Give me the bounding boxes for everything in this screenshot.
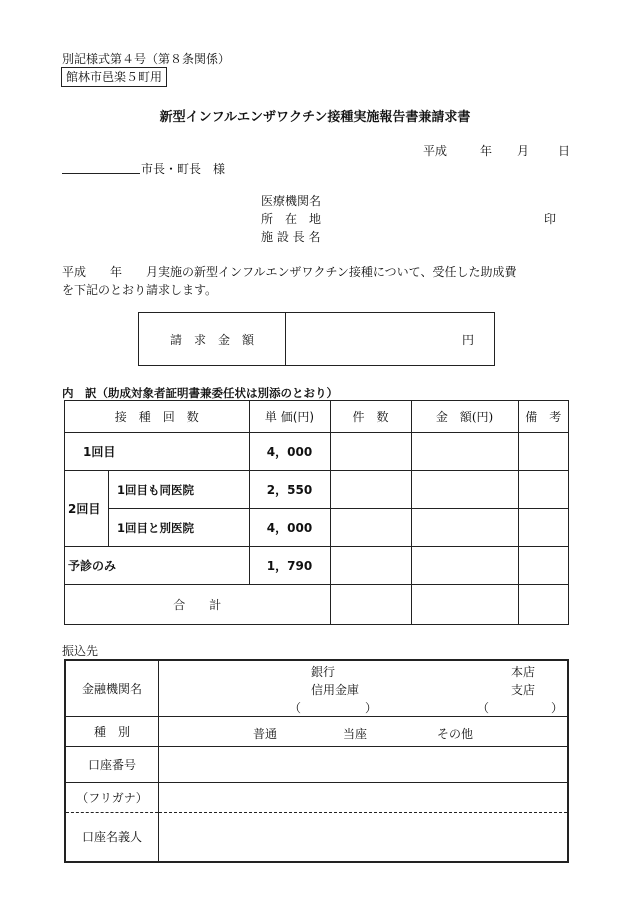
table-total-row	[65, 585, 569, 625]
date-era: 平成	[423, 144, 448, 158]
count-cell[interactable]	[330, 433, 411, 471]
header-unit-price: 単 価(円)	[249, 401, 330, 433]
transfer-title: 振込先	[62, 644, 99, 658]
table-row	[65, 471, 569, 509]
date-month: 月	[517, 144, 530, 158]
row-first-dose-price: 4，000	[249, 433, 330, 471]
remarks-cell[interactable]	[518, 433, 569, 471]
total-remarks-cell[interactable]	[518, 585, 569, 625]
claim-amount-field[interactable]	[286, 313, 495, 366]
remarks-cell[interactable]	[518, 471, 569, 509]
transfer-table	[64, 659, 569, 863]
claim-label: 請 求 金 額	[139, 313, 286, 366]
account-number-row	[65, 746, 568, 782]
furigana-field[interactable]	[159, 782, 569, 812]
header-dose-count: 接 種 回 数	[65, 401, 250, 433]
yen-unit: 円	[461, 332, 474, 347]
table-row	[65, 509, 569, 547]
row-consult-only-label: 予診のみ	[65, 547, 250, 585]
count-cell[interactable]	[330, 471, 411, 509]
breakdown-title: 内 訳（助成対象者証明書兼委任状は別添のとおり）	[62, 386, 338, 400]
total-label: 合 計	[65, 585, 331, 625]
table-header-row	[65, 401, 569, 433]
furigana-label: （フリガナ）	[65, 782, 159, 812]
branch-paren-open: （	[477, 701, 490, 715]
account-number-label: 口座番号	[65, 746, 159, 782]
breakdown-table	[64, 400, 569, 625]
header-count: 件 数	[330, 401, 411, 433]
row-second-other-clinic-price: 4，000	[249, 509, 330, 547]
institution-address-label: 所 在 地	[261, 212, 322, 226]
kind-options	[159, 716, 569, 746]
bank-paren-open: （	[289, 701, 302, 715]
page-title: 新型インフルエンザワクチン接種実施報告書兼請求書	[159, 110, 471, 125]
total-amount-cell[interactable]	[411, 585, 518, 625]
bank-label: 金融機関名	[65, 660, 159, 716]
table-row	[65, 433, 569, 471]
row-second-same-clinic-label: 1回目も同医院	[109, 471, 250, 509]
holder-label: 口座名義人	[65, 812, 159, 862]
table-row	[65, 547, 569, 585]
branch-type-main: 本店	[511, 665, 536, 679]
header-remarks: 備 考	[518, 401, 569, 433]
bank-row	[65, 660, 568, 716]
kind-row	[65, 716, 568, 746]
count-cell[interactable]	[330, 547, 411, 585]
bank-type-shinkin: 信用金庫	[311, 683, 360, 697]
addressee-suffix: 市長・町長 様	[141, 162, 226, 176]
count-cell[interactable]	[330, 509, 411, 547]
addressee-blank[interactable]	[62, 173, 140, 174]
amount-cell[interactable]	[411, 433, 518, 471]
row-second-dose-group: 2回目	[65, 471, 109, 547]
total-count-cell[interactable]	[330, 585, 411, 625]
kind-touza[interactable]: 当座	[343, 726, 368, 741]
account-number-field[interactable]	[159, 746, 569, 782]
institution-name-label: 医療機関名	[261, 194, 322, 208]
branch-paren-close: ）	[551, 701, 564, 715]
branch-type-branch: 支店	[511, 683, 536, 697]
row-consult-only-price: 1，790	[249, 547, 330, 585]
row-second-other-clinic-label: 1回目と別医院	[109, 509, 250, 547]
date-day: 日	[558, 144, 571, 158]
intro-line-2: を下記のとおり請求します。	[62, 283, 218, 297]
bank-type-bank: 銀行	[311, 665, 336, 679]
amount-cell[interactable]	[411, 471, 518, 509]
kind-other[interactable]: その他	[437, 726, 474, 741]
kind-futsu[interactable]: 普通	[253, 726, 278, 741]
bank-paren-close: ）	[365, 701, 378, 715]
institution-director-label: 施 設 長 名	[261, 230, 321, 244]
amount-cell[interactable]	[411, 547, 518, 585]
row-first-dose-label: 1回目	[65, 433, 250, 471]
row-second-same-clinic-price: 2，550	[249, 471, 330, 509]
municipality-box: 館林市邑楽５町用	[61, 67, 167, 87]
holder-row	[65, 812, 568, 862]
bank-field[interactable]	[159, 660, 569, 716]
holder-field[interactable]	[159, 812, 569, 862]
remarks-cell[interactable]	[518, 509, 569, 547]
seal-mark: 印	[544, 212, 557, 226]
date-year: 年	[480, 144, 493, 158]
form-code: 別記様式第４号（第８条関係）	[62, 52, 231, 66]
remarks-cell[interactable]	[518, 547, 569, 585]
claim-box	[138, 312, 495, 366]
amount-cell[interactable]	[411, 509, 518, 547]
header-amount: 金 額(円)	[411, 401, 518, 433]
furigana-row	[65, 782, 568, 812]
kind-label: 種 別	[65, 716, 159, 746]
intro-line-1: 平成 年 月実施の新型インフルエンザワクチン接種について、受任した助成費	[62, 265, 517, 279]
